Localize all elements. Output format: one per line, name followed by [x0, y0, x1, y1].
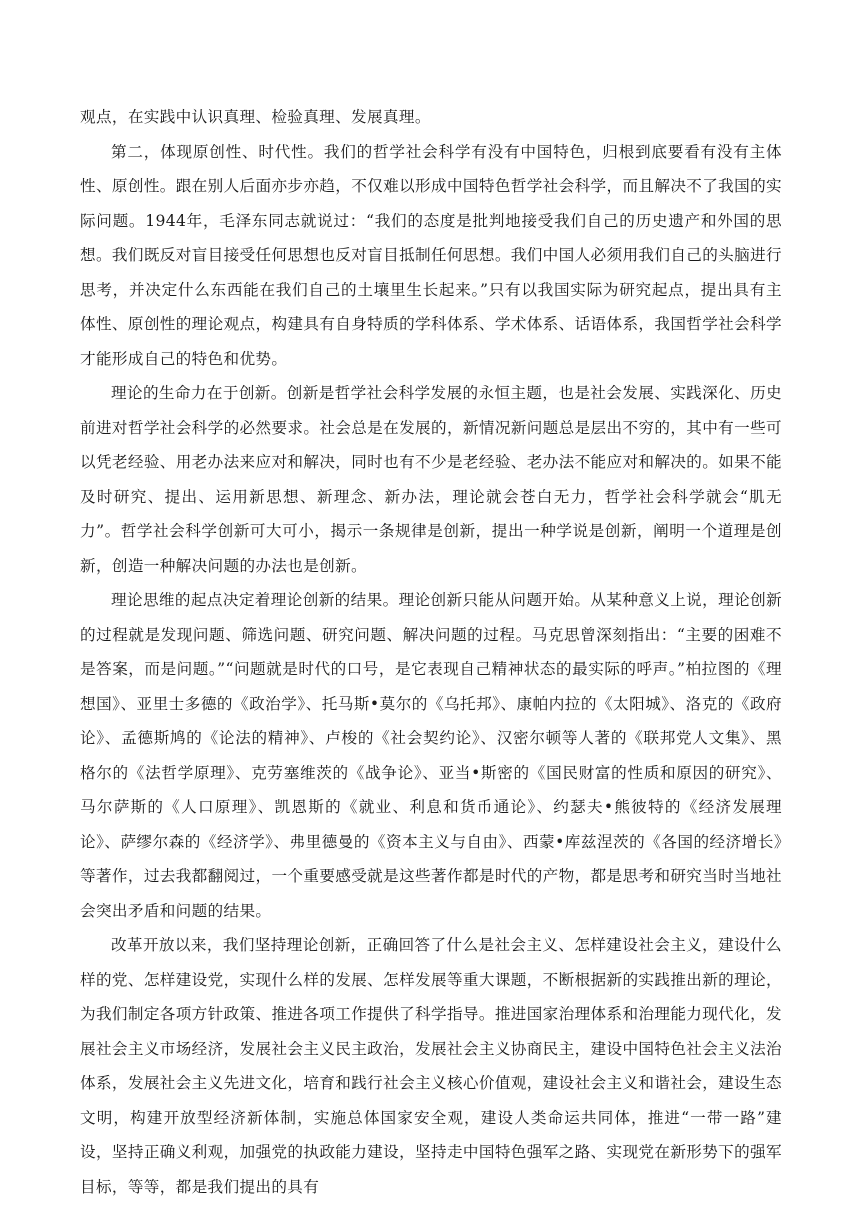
paragraph-reform-opening: 改革开放以来，我们坚持理论创新，正确回答了什么是社会主义、怎样建设社会主义，建设什么样的党、怎样建设党，实现什么样的发展、怎样发展等重大课题，不断根据新的实践推出新的理论，为我们制定各项方针政策、推进各项工作提供了科学指导。推进国家治理体系和治理能力现代化，发展社会主义市场经济，发展社会主义民主政治，发展社会主义协商民主，建设中国特色社会主义法治体系，发展社会主义先进文化，培育和践行社会主义核心价值观，建设社会主义和谐社会，建设生态文明，构建开放型经济新体制，实施总体国家安全观，建设人类命运共同体，推进“一带一路”建设，坚持正确义利观，加强党的执政能力建设，坚持走中国特色强军之路、实现党在新形势下的强军目标，等等，都是我们提出的具有	[80, 936, 782, 1196]
paragraph-theoretical-thinking: 理论思维的起点决定着理论创新的结果。理论创新只能从问题开始。从某种意义上说，理论创新的过程就是发现问题、筛选问题、研究问题、解决问题的过程。马克思曾深刻指出：“主要的困难不是答案，而是问题。”“问题就是时代的口号，是它表现自己精神状态的最实际的呼声。”柏拉图的《理想国》、亚里士多德的《政治学》、托马斯•莫尔的《乌托邦》、康帕内拉的《太阳城》、洛克的《政府论》、孟德斯鸠的《论法的精神》、卢梭的《社会契约论》、汉密尔顿等人著的《联邦党人文集》、黑格尔的《法哲学原理》、克劳塞维茨的《战争论》、亚当•斯密的《国民财富的性质和原因的研究》、马尔萨斯的《人口原理》、凯恩斯的《就业、利息和货币通论》、约瑟夫•熊彼特的《经济发展理论》、萨缪尔森的《经济学》、弗里德曼的《资本主义与自由》、西蒙•库兹涅茨的《各国的经济增长》等著作，过去我都翻阅过，一个重要感受就是这些著作都是时代的产物，都是思考和研究当时当地社会突出矛盾和问题的结果。	[80, 591, 782, 920]
paragraph-continuation: 观点，在实践中认识真理、检验真理、发展真理。	[80, 108, 431, 126]
paragraph-originality: 第二，体现原创性、时代性。我们的哲学社会科学有没有中国特色，归根到底要看有没有主体性、原创性。跟在别人后面亦步亦趋，不仅难以形成中国特色哲学社会科学，而且解决不了我国的实际问题。1944年，毛泽东同志就说过：“我们的态度是批判地接受我们自己的历史遗产和外国的思想。我们既反对盲目接受任何思想也反对盲目抵制任何思想。我们中国人必须用我们自己的头脑进行思考，并决定什么东西能在我们自己的土壤里生长起来。”只有以我国实际为研究起点，提出具有主体性、原创性的理论观点，构建具有自身特质的学科体系、学术体系、话语体系，我国哲学社会科学才能形成自己的特色和优势。	[80, 142, 782, 368]
paragraph-innovation: 理论的生命力在于创新。创新是哲学社会科学发展的永恒主题，也是社会发展、实践深化、历史前进对哲学社会科学的必然要求。社会总是在发展的，新情况新问题总是层出不穷的，其中有一些可以凭老经验、用老办法来应对和解决，同时也有不少是老经验、老办法不能应对和解决的。如果不能及时研究、提出、运用新思想、新理念、新办法，理论就会苍白无力，哲学社会科学就会“肌无力”。哲学社会科学创新可大可小，揭示一条规律是创新，提出一种学说是创新，阐明一个道理是创新，创造一种解决问题的办法也是创新。	[80, 384, 782, 575]
